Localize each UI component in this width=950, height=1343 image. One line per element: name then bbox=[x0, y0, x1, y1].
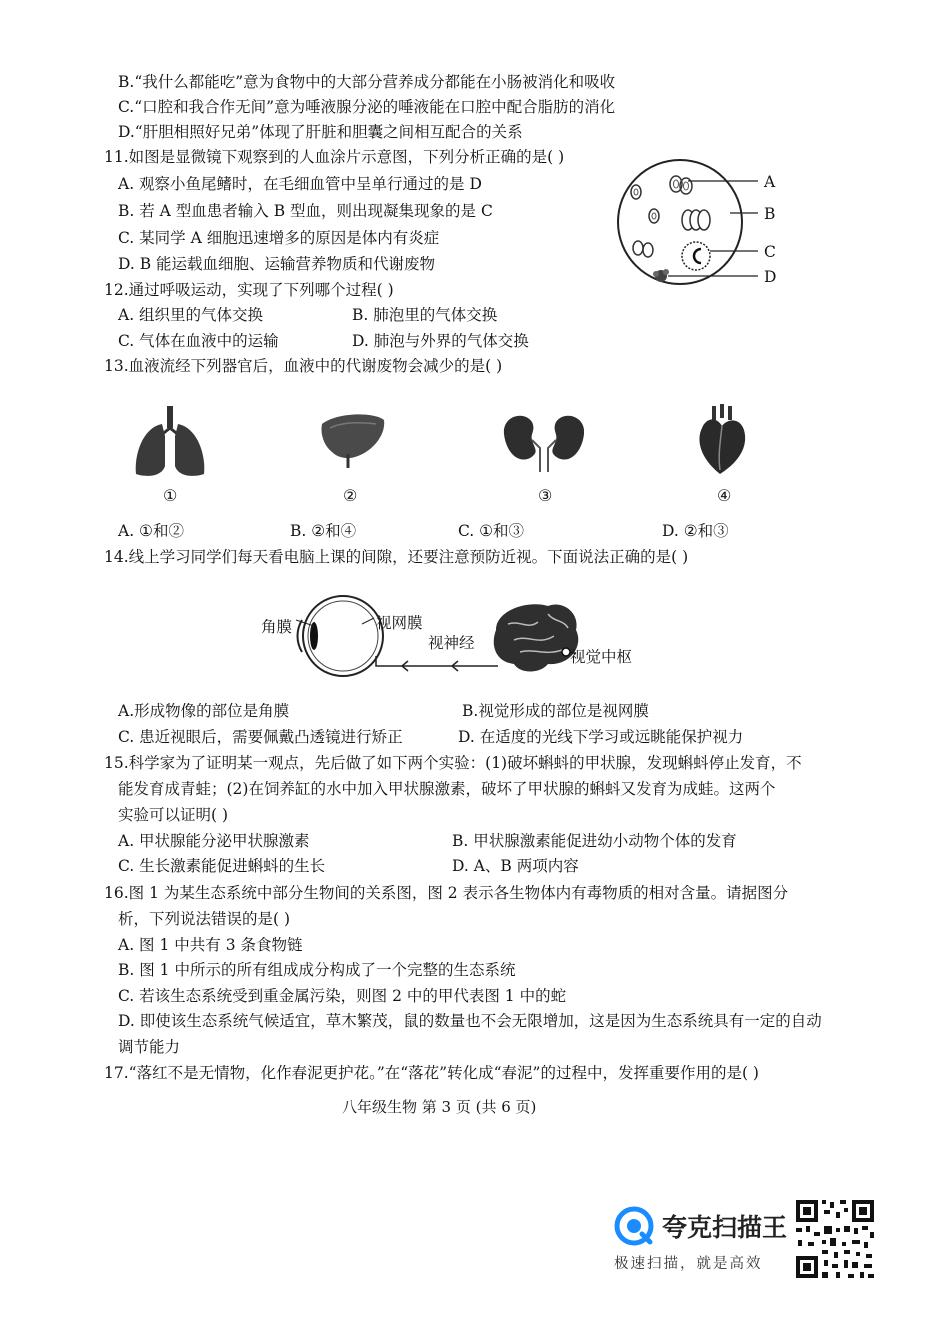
label-cornea: 角膜 bbox=[261, 618, 293, 636]
organ-number-2: ② bbox=[343, 486, 358, 505]
q10-option-b: B.“我什么都能吃”意为食物中的大部分营养成分都能在小肠被消化和吸收 bbox=[118, 73, 616, 91]
q16-option-c: C. 若该生态系统受到重金属污染，则图 2 中的甲代表图 1 中的蛇 bbox=[118, 987, 567, 1005]
kidneys-image bbox=[500, 408, 588, 474]
q15-stem-line3: 实验可以证明( ) bbox=[118, 806, 229, 824]
q16-option-d-line2: 调节能力 bbox=[118, 1038, 181, 1056]
q16-option-b: B. 图 1 中所示的所有组成成分构成了一个完整的生态系统 bbox=[118, 961, 516, 979]
q14-stem: 14.线上学习同学们每天看电脑上课的间隙，还要注意预防近视。下面说法正确的是( ) bbox=[104, 548, 689, 566]
q10-option-d: D.“肝胆相照好兄弟”体现了肝脏和胆囊之间相互配合的关系 bbox=[118, 123, 523, 141]
q15-option-a: A. 甲状腺能分泌甲状腺激素 bbox=[118, 832, 310, 850]
label-optic-nerve: 视神经 bbox=[428, 634, 475, 652]
q14-option-b: B.视觉形成的部位是视网膜 bbox=[462, 702, 649, 720]
brand-slogan: 极速扫描，就是高效 bbox=[614, 1256, 763, 1272]
q13-option-b: B. ②和④ bbox=[290, 522, 357, 540]
label-retina: 视网膜 bbox=[376, 614, 423, 632]
q12-option-b: B. 肺泡里的气体交换 bbox=[352, 306, 498, 324]
q15-option-c: C. 生长激素能促进蝌蚪的生长 bbox=[118, 857, 326, 875]
q16-stem-line2: 析，下列说法错误的是( ) bbox=[118, 910, 291, 928]
blood-label-a: A bbox=[764, 173, 776, 191]
q11-option-b: B. 若 A 型血患者输入 B 型血，则出现凝集现象的是 C bbox=[118, 202, 493, 220]
q14-option-c: C. 患近视眼后，需要佩戴凸透镜进行矫正 bbox=[118, 728, 403, 746]
blood-label-b: B bbox=[764, 205, 776, 223]
blood-label-d: D bbox=[764, 268, 777, 286]
q11-option-d: D. B 能运载血细胞、运输营养物质和代谢废物 bbox=[118, 255, 436, 273]
q15-option-b: B. 甲状腺激素能促进幼小动物个体的发育 bbox=[452, 832, 737, 850]
liver-image bbox=[318, 410, 388, 472]
page-footer: 八年级生物 第 3 页 (共 6 页) bbox=[342, 1098, 537, 1116]
q10-option-c: C.“口腔和我合作无间”意为唾液腺分泌的唾液能在口腔中配合脂肪的消化 bbox=[118, 98, 616, 116]
q14-option-d: D. 在适度的光线下学习或远眺能保护视力 bbox=[458, 728, 744, 746]
q11-stem: 11.如图是显微镜下观察到的人血涂片示意图，下列分析正确的是( ) bbox=[104, 148, 565, 166]
organ-number-1: ① bbox=[163, 486, 178, 505]
organ-number-3: ③ bbox=[538, 486, 553, 505]
q13-option-a: A. ①和② bbox=[118, 522, 184, 540]
q16-option-a: A. 图 1 中共有 3 条食物链 bbox=[118, 936, 303, 954]
q12-option-a: A. 组织里的气体交换 bbox=[118, 306, 264, 324]
q13-stem: 13.血液流经下列器官后，血液中的代谢废物会减少的是( ) bbox=[104, 357, 503, 375]
q14-option-a: A.形成物像的部位是角膜 bbox=[118, 702, 290, 720]
q13-option-d: D. ②和③ bbox=[662, 522, 729, 540]
quark-logo-icon bbox=[614, 1206, 654, 1246]
q11-option-c: C. 某同学 A 细胞迅速增多的原因是体内有炎症 bbox=[118, 229, 440, 247]
q15-option-d: D. A、B 两项内容 bbox=[452, 857, 579, 875]
q13-option-c: C. ①和③ bbox=[458, 522, 525, 540]
blood-label-c: C bbox=[764, 243, 776, 261]
blood-smear-figure bbox=[608, 148, 788, 298]
q11-option-a: A. 观察小鱼尾鳍时，在毛细血管中呈单行通过的是 D bbox=[118, 175, 482, 193]
q12-stem: 12.通过呼吸运动，实现了下列哪个过程( ) bbox=[104, 281, 394, 299]
q16-option-d-line1: D. 即使该生态系统气候适宜，草木繁茂，鼠的数量也不会无限增加，这是因为生态系统具有一定的自动 bbox=[118, 1012, 822, 1030]
lungs-image bbox=[132, 406, 208, 480]
q12-option-c: C. 气体在血液中的运输 bbox=[118, 332, 279, 350]
organ-number-4: ④ bbox=[717, 486, 732, 505]
heart-image bbox=[694, 404, 750, 476]
q15-stem-line2: 能发育成青蛙；(2)在饲养缸的水中加入甲状腺激素，破坏了甲状腺的蝌蚪又发育为成蛙。这两个 bbox=[118, 780, 776, 798]
q15-stem-line1: 15.科学家为了证明某一观点，先后做了如下两个实验：(1)破坏蝌蚪的甲状腺，发现蝌蚪停止发育，不 bbox=[104, 754, 802, 772]
brand-name: 夸克扫描王 bbox=[662, 1213, 788, 1242]
q16-stem-line1: 16.图 1 为某生态系统中部分生物间的关系图，图 2 表示各生物体内有毒物质的相对含量。请据图分 bbox=[104, 884, 789, 902]
q12-option-d: D. 肺泡与外界的气体交换 bbox=[352, 332, 529, 350]
label-visual-center: 视觉中枢 bbox=[570, 648, 633, 666]
qr-code-image[interactable] bbox=[794, 1198, 876, 1280]
q17-stem: 17.“落红不是无情物，化作春泥更护花。”在“落花”转化成“春泥”的过程中，发挥重要作用的是( ) bbox=[104, 1064, 759, 1082]
